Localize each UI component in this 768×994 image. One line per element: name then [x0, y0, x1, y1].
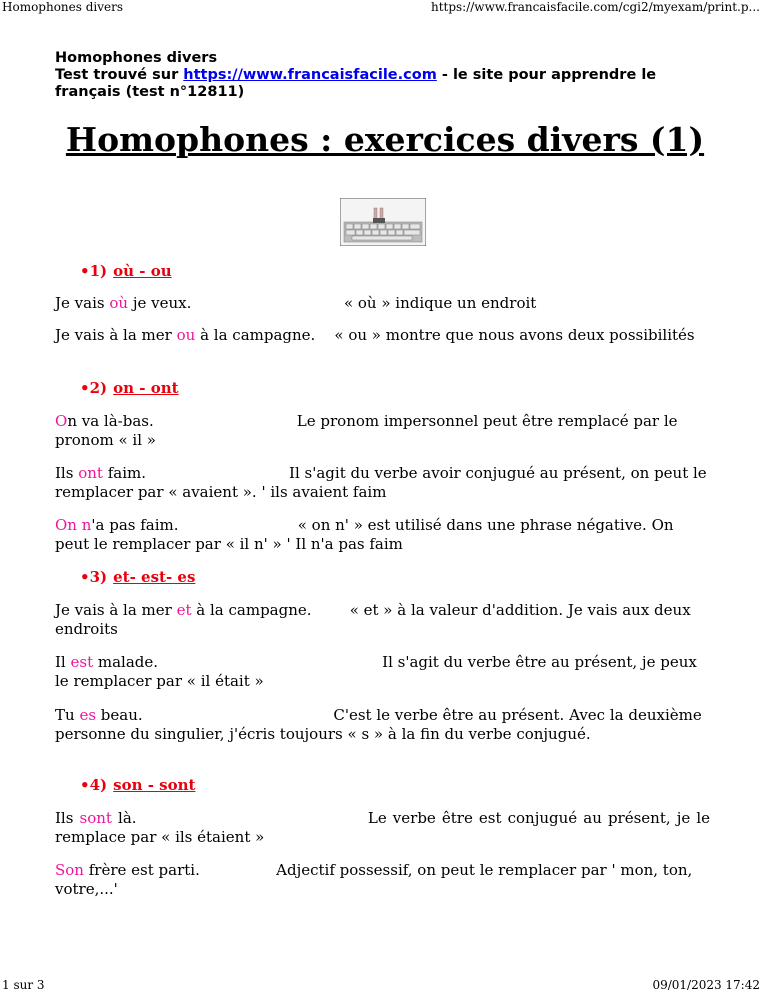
explanation-text: C'est le verbe être au présent. Avec la deuxième personne du singulier, j'écris toujours « s » à la fin du verbe conjugué. [55, 706, 702, 743]
print-datetime: 09/01/2023 17:42 [652, 978, 760, 992]
site-link[interactable]: https://www.francaisfacile.com [183, 67, 437, 83]
section-number: •3) [80, 568, 108, 586]
explanation-text: « on n' » est utilisé dans une phrase négative. On peut le remplacer par « il n' » ' Il n'a pas faim [55, 516, 674, 553]
intro-title: Homophones divers [55, 50, 218, 66]
explanation-text: « ou » montre que nous avons deux possibilités [334, 326, 695, 344]
spacing [200, 861, 276, 879]
example-text: malade. [93, 653, 159, 671]
example-text: beau. [96, 706, 143, 724]
page-title: Homophones : exercices divers (1) [65, 120, 705, 159]
spacing [137, 809, 368, 827]
example-text: je veux. [128, 294, 192, 312]
example-text: Tu [55, 706, 80, 724]
highlighted-word: où [109, 294, 129, 312]
section-link-son[interactable]: son - sont [113, 776, 196, 794]
example-text: Il [55, 653, 71, 671]
highlighted-word: ou [176, 326, 196, 344]
print-header-title: Homophones divers [2, 0, 124, 14]
section-link-ou[interactable]: où - ou [113, 262, 172, 280]
explanation-text: Il s'agit du verbe être au présent, je peux le remplacer par « il était » [55, 653, 697, 690]
example-text: Ils [55, 464, 79, 482]
example-paragraph [55, 464, 710, 502]
section-heading-1 [80, 262, 172, 280]
print-header [0, 0, 768, 16]
print-header-url: https://www.francaisfacile.com/cgi2/myexam/print.p... [430, 0, 760, 14]
highlighted-word: sont [79, 809, 112, 827]
example-paragraph [55, 861, 710, 899]
spacing [146, 464, 289, 482]
example-paragraph [55, 326, 710, 345]
example-text: Je vais à la mer [55, 326, 177, 344]
explanation-text: « où » indique un endroit [343, 294, 537, 312]
section-number: •2) [80, 379, 108, 397]
example-paragraph [55, 653, 710, 691]
explanation-text: Le verbe être est conjugué au présent, je le remplace par « ils étaient » [55, 809, 710, 846]
highlighted-word: et [176, 601, 192, 619]
section-heading-2 [80, 379, 179, 397]
example-text: Je vais à la mer [55, 601, 177, 619]
found-prefix: Test trouvé sur [55, 67, 179, 83]
section-link-on[interactable]: on - ont [113, 379, 179, 397]
example-text: n va là-bas. [67, 412, 154, 430]
spacing [312, 601, 350, 619]
highlighted-word: est [70, 653, 94, 671]
example-text: là. [111, 809, 137, 827]
spacing [191, 294, 344, 312]
page-count: 1 sur 3 [2, 978, 45, 992]
highlighted-word: es [79, 706, 97, 724]
explanation-text: Il s'agit du verbe avoir conjugué au présent, on peut le remplacer par « avaient ». ' ils avaient faim [55, 464, 707, 501]
example-text: à la campagne. [195, 326, 316, 344]
example-paragraph [55, 294, 710, 313]
spacing [154, 412, 297, 430]
section-number: •1) [80, 262, 108, 280]
example-paragraph [55, 412, 710, 450]
highlighted-word: ont [78, 464, 103, 482]
spacing [179, 516, 298, 534]
section-heading-4 [80, 776, 195, 794]
highlighted-word: Son [55, 861, 84, 879]
example-text: faim. [102, 464, 146, 482]
print-footer [0, 978, 768, 994]
example-text: 'a pas faim. [91, 516, 179, 534]
explanation-text: Adjectif possessif, on peut le remplacer par ' mon, ton, votre,...' [55, 861, 693, 898]
typewriter-keyboard-image [340, 198, 426, 246]
spacing [143, 706, 334, 724]
example-text: Ils [55, 809, 80, 827]
example-paragraph [55, 601, 710, 639]
section-link-et[interactable]: et- est- es [113, 568, 196, 586]
example-paragraph [55, 706, 710, 744]
example-text: frère est parti. [83, 861, 200, 879]
spacing [158, 653, 382, 671]
intro-block [55, 50, 715, 101]
intro-source [55, 67, 715, 101]
example-text: Je vais [55, 294, 110, 312]
explanation-text: Le pronom impersonnel peut être remplacé par le pronom « il » [55, 412, 678, 449]
spacing [315, 326, 334, 344]
highlighted-word: O [55, 412, 68, 430]
section-heading-3 [80, 568, 195, 586]
example-paragraph [55, 516, 710, 554]
example-paragraph [55, 809, 710, 847]
example-text: à la campagne. [191, 601, 312, 619]
section-number: •4) [80, 776, 108, 794]
found-suffix: - le site pour apprendre le français (test n°12811) [55, 67, 657, 100]
explanation-text: « et » à la valeur d'addition. Je vais aux deux endroits [55, 601, 691, 638]
highlighted-word: On n [55, 516, 92, 534]
